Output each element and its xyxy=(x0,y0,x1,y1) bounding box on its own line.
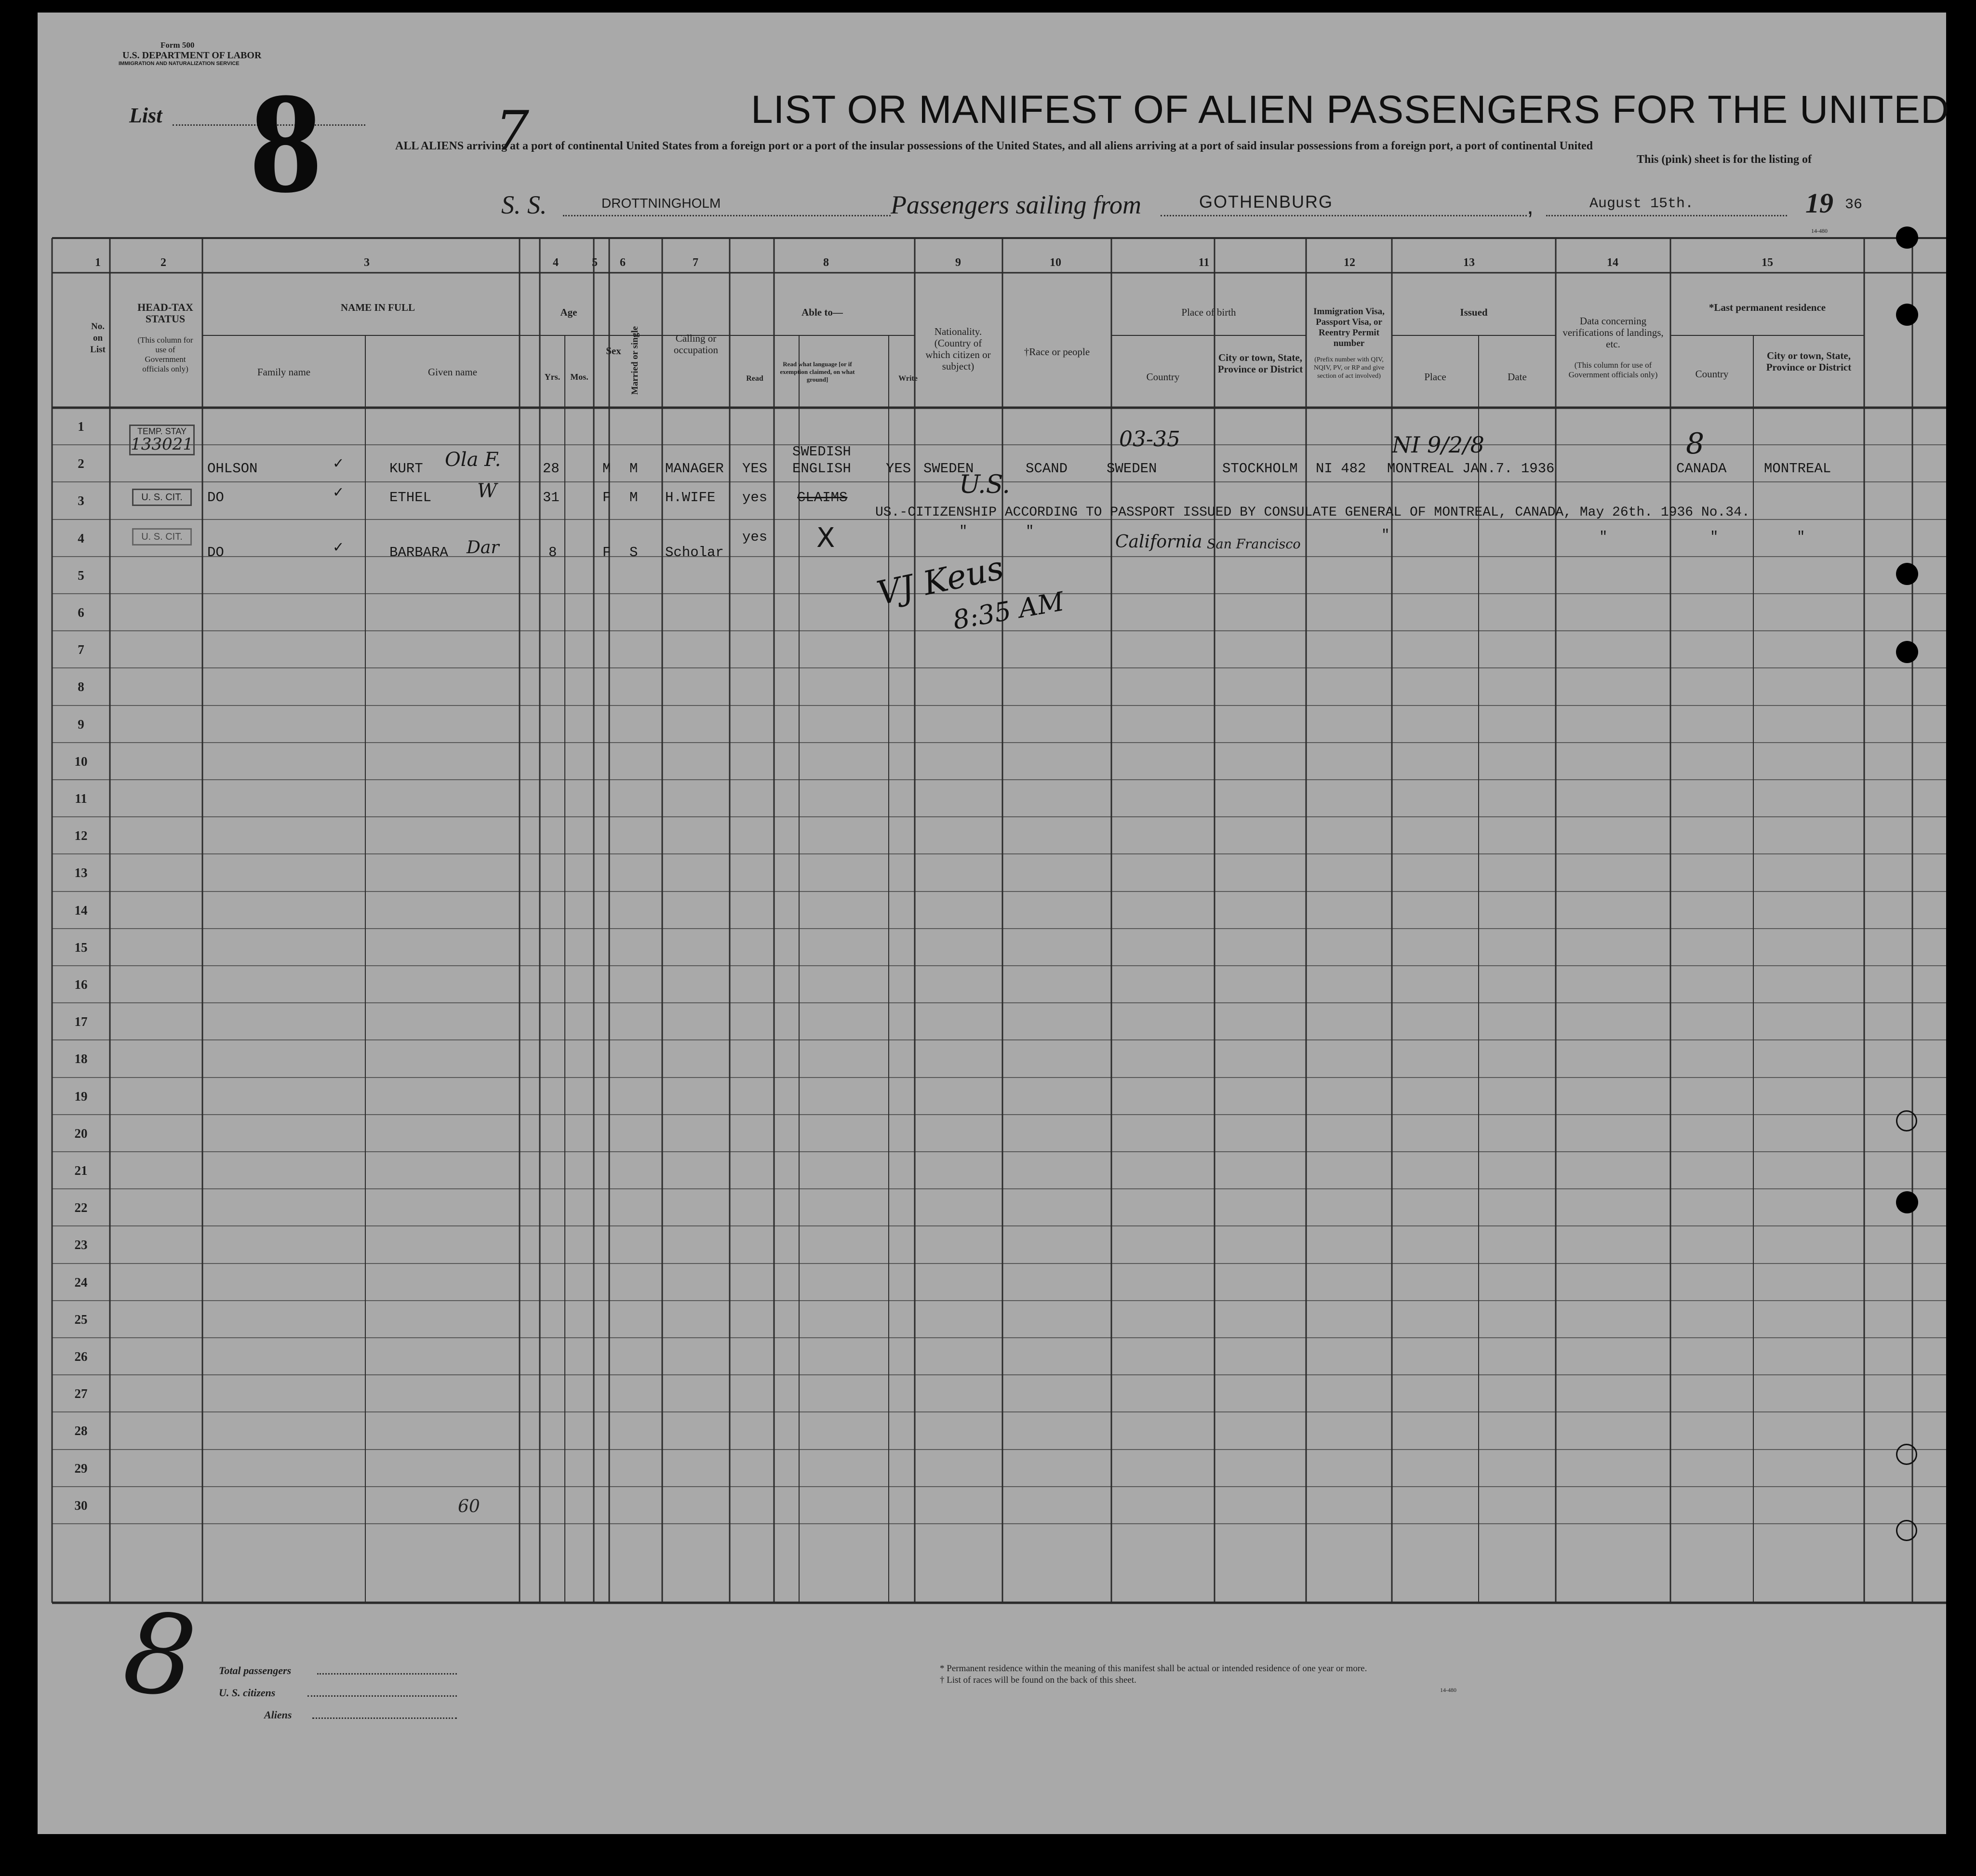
row-number: 23 xyxy=(74,1237,88,1252)
form-number: Form 500 xyxy=(160,40,195,50)
row-number: 10 xyxy=(74,754,88,769)
sex: F xyxy=(602,545,611,560)
row-number: 15 xyxy=(74,940,88,955)
row-number: 13 xyxy=(74,865,88,880)
residence-hand-note: 8 xyxy=(1686,427,1705,461)
read-language-2: ENGLISH xyxy=(792,461,851,477)
given-name: KURT xyxy=(389,461,423,477)
column-number: 5 xyxy=(592,256,598,269)
footnote-residence: * Permanent residence within the meaning of this manifest shall be actual or intended residence of one year or more. xyxy=(940,1663,1367,1674)
given-name: ETHEL xyxy=(389,490,432,506)
can-read: YES xyxy=(742,461,768,477)
header-head-tax-note: (This column for use of Government officials only) xyxy=(137,335,193,373)
row-number: 2 xyxy=(78,456,84,471)
column-number: 9 xyxy=(955,256,961,269)
sailing-label: Passengers sailing from xyxy=(891,190,1142,219)
us-citizens-line xyxy=(307,1695,457,1697)
header-birth-city: City or town, State, Province or District xyxy=(1217,352,1303,375)
given-name-handwritten: Dar xyxy=(467,538,499,558)
birth-country-handwritten: California xyxy=(1115,532,1202,552)
row-number: 29 xyxy=(74,1461,88,1476)
marital-status: M xyxy=(629,461,638,477)
list-label: List xyxy=(129,104,162,127)
ship-name: DROTTNINGHOLM xyxy=(601,196,721,211)
can-read: yes xyxy=(742,529,768,545)
row-number: 1 xyxy=(78,419,84,434)
header-visa: Immigration Visa, Passport Visa, or Reentry Permit number xyxy=(1313,306,1385,348)
column-number: 12 xyxy=(1344,256,1355,269)
row-number: 4 xyxy=(78,531,84,546)
header-race: †Race or people xyxy=(1024,346,1090,358)
ditto-mark: " xyxy=(1797,529,1805,545)
bottom-handwritten-number: 8 xyxy=(118,1588,201,1723)
row-number: 14 xyxy=(74,903,88,918)
check-mark: ✓ xyxy=(333,484,345,500)
check-mark: ✓ xyxy=(333,455,345,471)
comma: , xyxy=(1527,192,1534,219)
aliens-label: Aliens xyxy=(264,1709,292,1721)
residence-country: CANADA xyxy=(1676,461,1727,477)
row-number: 9 xyxy=(78,717,84,732)
head-tax-stamp: U. S. CIT. xyxy=(132,489,192,506)
family-name: DO xyxy=(207,490,224,506)
subtitle-line-2: This (pink) sheet is for the listing of xyxy=(1637,153,1812,166)
print-code: 14-480 xyxy=(1811,227,1828,234)
status-number: 133021 xyxy=(131,435,193,454)
header-sex: Sex xyxy=(606,345,621,357)
binder-hole xyxy=(1896,1520,1917,1541)
can-write: YES xyxy=(886,461,911,477)
row-number: 7 xyxy=(78,642,84,657)
column-number: 11 xyxy=(1198,256,1210,269)
year-suffix: 36 xyxy=(1845,197,1863,213)
header-calling: Calling or occupation xyxy=(673,333,719,356)
residence-city: MONTREAL xyxy=(1764,461,1831,477)
column-number: 7 xyxy=(693,256,698,269)
column-number: 15 xyxy=(1762,256,1773,269)
header-no-on-list: No. on List xyxy=(90,321,106,355)
header-res-country: Country xyxy=(1695,368,1729,380)
column-number: 13 xyxy=(1463,256,1475,269)
row-number: 11 xyxy=(75,791,87,806)
given-name-handwritten: Ola F. xyxy=(445,449,501,471)
row-number: 26 xyxy=(74,1349,88,1364)
binder-hole xyxy=(1896,226,1918,249)
inspection-time: 8:35 AM xyxy=(950,586,1067,636)
binder-hole xyxy=(1896,1444,1917,1465)
header-age: Age xyxy=(560,306,577,318)
race: SCAND xyxy=(1026,461,1068,477)
occupation: H.WIFE xyxy=(665,490,716,506)
header-res-city: City or town, State, Province or District xyxy=(1766,350,1852,373)
total-passengers-line xyxy=(317,1673,457,1675)
header-read: Read xyxy=(746,374,763,383)
service-name: IMMIGRATION AND NATURALIZATION SERVICE xyxy=(119,61,240,67)
marital-status: M xyxy=(629,490,638,506)
column-number: 3 xyxy=(364,256,370,269)
header-data-verif-note: (This column for use of Government officials only) xyxy=(1568,360,1658,379)
subtitle-line-1: ALL ALIENS arriving at a port of continental United States from a foreign port or a port of the insular possessions of the United States, and all aliens arriving at a port of said insular possessions from a foreign port, a port of continental United xyxy=(395,140,1593,152)
sailing-date: August 15th. xyxy=(1589,196,1694,212)
row-number: 30 xyxy=(74,1498,88,1513)
header-data-verif: Data concerning verifications of landings, etc. xyxy=(1562,315,1664,350)
row-number: 18 xyxy=(74,1051,88,1066)
row-number: 19 xyxy=(74,1089,88,1104)
page-title: LIST OR MANIFEST OF ALIEN PASSENGERS FOR THE UNITED xyxy=(751,88,1950,132)
total-passengers-label: Total passengers xyxy=(219,1664,292,1676)
aliens-line xyxy=(312,1717,457,1719)
occupation: MANAGER xyxy=(665,461,724,477)
age-years: 28 xyxy=(543,461,560,477)
birth-city: STOCKHOLM xyxy=(1222,461,1298,477)
binder-hole xyxy=(1896,1110,1917,1131)
row-number: 8 xyxy=(78,679,84,694)
birth-hand-note: 03-35 xyxy=(1119,427,1180,452)
visa-number: NI 482 xyxy=(1316,461,1366,477)
header-yrs: Yrs. xyxy=(544,372,561,382)
row-number: 3 xyxy=(78,493,84,508)
issued-date: JAN.7. 1936 xyxy=(1462,461,1555,477)
ss-label: S. S. xyxy=(501,190,547,219)
read-language: SWEDISH xyxy=(792,444,851,460)
row-number: 16 xyxy=(74,977,88,992)
given-name-handwritten: W xyxy=(477,480,497,502)
given-name: BARBARA xyxy=(389,545,448,560)
column-number: 4 xyxy=(553,256,559,269)
ditto-mark: " xyxy=(959,523,968,539)
issued-place: MONTREAL xyxy=(1387,461,1455,477)
header-mos: Mos. xyxy=(570,372,588,382)
header-married: Married or single xyxy=(630,326,640,395)
binder-hole xyxy=(1896,1191,1918,1213)
struck-word: CLAIMS xyxy=(797,490,848,506)
row-number: 25 xyxy=(74,1312,88,1327)
inspector-signature: VJ Keus xyxy=(873,549,1007,613)
header-issued-place: Place xyxy=(1424,371,1446,383)
sex: F xyxy=(602,490,611,506)
column-number: 8 xyxy=(823,256,829,269)
department-name: U.S. DEPARTMENT OF LABOR xyxy=(122,50,262,61)
year-prefix: 19 xyxy=(1805,187,1833,219)
column-number: 10 xyxy=(1050,256,1061,269)
marital-status: S xyxy=(629,545,638,560)
birth-city-handwritten: San Francisco xyxy=(1207,537,1301,552)
row-number: 27 xyxy=(74,1386,88,1401)
binder-hole xyxy=(1896,304,1918,326)
column-number: 2 xyxy=(160,256,166,269)
port-name: GOTHENBURG xyxy=(1199,192,1334,212)
row-number: 22 xyxy=(74,1200,88,1215)
list-number: 8 xyxy=(250,63,322,223)
row-number: 24 xyxy=(74,1275,88,1290)
occupation: Scholar xyxy=(665,545,724,560)
header-last-residence: *Last permanent residence xyxy=(1709,302,1826,313)
header-visa-note: (Prefix number with QIV, NQIV, PV, or RP and give section of act involved) xyxy=(1313,356,1385,380)
age-years: 8 xyxy=(548,545,557,560)
age-years: 31 xyxy=(543,490,560,506)
header-head-tax: HEAD-TAX STATUS xyxy=(137,301,193,325)
row-number: 6 xyxy=(78,605,84,620)
footer-code: 14-480 xyxy=(1440,1687,1456,1693)
can-read: yes xyxy=(742,490,768,506)
citizenship-remark: US.-CITIZENSHIP ACCORDING TO PASSPORT ISSUED BY CONSULATE GENERAL OF MONTREAL, CANADA, May 26th. 1936 No.34. xyxy=(875,505,1750,520)
tally-note: 60 xyxy=(458,1497,480,1517)
x-mark: X xyxy=(816,522,835,554)
status-text: TEMP. STAY xyxy=(137,426,187,436)
ditto-mark: " xyxy=(1026,523,1034,539)
header-family-name: Family name xyxy=(257,366,311,378)
family-name: OHLSON xyxy=(207,461,258,477)
table-grid xyxy=(38,13,1946,1834)
footnote-races: † List of races will be found on the back of this sheet. xyxy=(940,1675,1136,1685)
manifest-sheet xyxy=(38,13,1950,1834)
row-number: 20 xyxy=(74,1126,88,1141)
ditto-mark: " xyxy=(1381,527,1390,543)
row-number: 21 xyxy=(74,1163,88,1178)
header-place-of-birth: Place of birth xyxy=(1181,306,1236,318)
nationality-hand-note: U.S. xyxy=(959,470,1010,499)
row-number: 5 xyxy=(78,568,84,583)
header-name-in-full: NAME IN FULL xyxy=(340,302,415,313)
nationality: SWEDEN xyxy=(923,461,974,477)
us-citizens-label: U. S. citizens xyxy=(219,1687,276,1699)
family-name: DO xyxy=(207,545,224,560)
head-tax-stamp: U. S. CIT. xyxy=(132,528,192,546)
head-tax-stamp xyxy=(129,425,195,455)
sex: M xyxy=(602,461,611,477)
row-number: 12 xyxy=(74,828,88,843)
header-read-what: Read what language [or if exemption claimed, on what ground] xyxy=(780,360,855,383)
column-number: 1 xyxy=(95,256,101,269)
ditto-mark: " xyxy=(1599,529,1608,545)
binder-hole xyxy=(1896,641,1918,663)
birth-country: SWEDEN xyxy=(1107,461,1157,477)
row-number: 17 xyxy=(74,1014,88,1029)
row-number: 28 xyxy=(74,1424,88,1438)
header-issued: Issued xyxy=(1460,306,1488,318)
ditto-mark: " xyxy=(1710,529,1719,545)
column-number: 14 xyxy=(1607,256,1618,269)
header-birth-country: Country xyxy=(1146,371,1180,383)
header-nationality: Nationality. (Country of which citizen or subject) xyxy=(925,326,991,372)
check-mark: ✓ xyxy=(333,539,345,555)
issued-hand-note: NI 9/2/8 xyxy=(1392,432,1484,458)
header-able-to: Able to— xyxy=(801,306,843,318)
header-issued-date: Date xyxy=(1508,371,1527,383)
list-hand-mark: 7 xyxy=(495,99,529,161)
binder-hole xyxy=(1896,563,1918,585)
column-number: 6 xyxy=(620,256,626,269)
header-given-name: Given name xyxy=(427,366,478,378)
header-write: Write xyxy=(898,374,918,383)
